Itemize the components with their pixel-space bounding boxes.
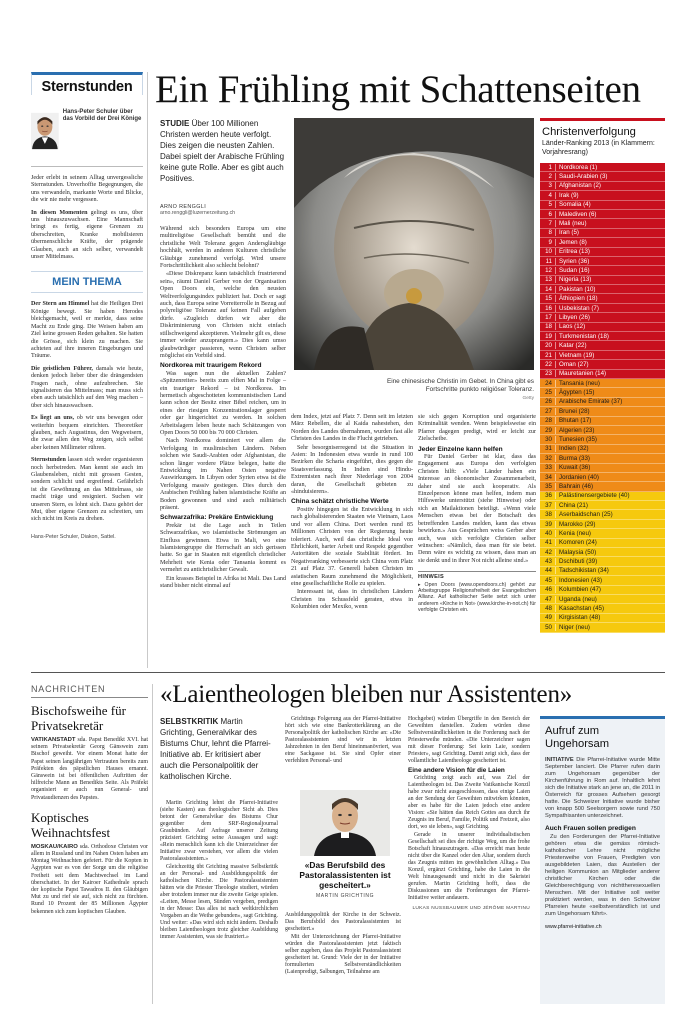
main-author	[160, 204, 286, 216]
ranking-country: Laos (12)	[559, 323, 586, 331]
sternstunden-header: Sternstunden	[41, 79, 133, 95]
main-col-2	[291, 414, 413, 613]
sternstunden-para: Der Stern am Himmel hat die Heiligen Drei Könige bewegt. Sie haben Herodes bleichgemacht, weil er merkte, dass seine Macht zu Ende ging. Die Weisen haben am Ziel keine grossen Reden gehalten. Sie hatten die Grösse, sich klein zu machen. Sie achteten auf ihre inneren Eingebungen und Träume.	[31, 301, 144, 360]
article-subhead: Jeder Einzelne kann helfen	[418, 445, 503, 453]
ranking-row	[540, 529, 665, 538]
ranking-country: Kirgisistan (48)	[559, 614, 601, 622]
main-photo	[294, 118, 534, 370]
ranking-rank: 34	[540, 474, 556, 481]
ranking-country: Komoren (24)	[559, 539, 597, 547]
ranking-rank: 27	[540, 408, 556, 415]
ranking-country: Malaysia (50)	[559, 548, 597, 556]
ranking-rank: 5	[540, 201, 556, 208]
ranking-country: Indien (32)	[559, 445, 589, 453]
photo-credit: Getty	[522, 396, 534, 401]
ranking-rank: 2	[540, 173, 556, 180]
ranking-rank: 30	[540, 436, 556, 443]
news-text-2: MOSKAU/KAIRO sda. Orthodoxe Christen vor allem in Russland und im Nahen Osten haben am Montag Weihnachten gefeiert. Für die Kopten in Ägypten war es von der Sorge um die religiöse Freiheit seit dem Machtwechsel im Land überschattet. In der Kairoer Kathedrale sprach der koptische Papst Tawadros II. den Gläubigen Mut zu und rief sie auf, sich nicht zu fürchten. Rund 10 Prozent der 85 Millionen Ägypter bekennen sich zum koptischen Glauben.	[31, 843, 148, 915]
sternstunden-para: Die geistlichen Führer, damals wie heute, denken jedoch lieber über die drängendsten Fragen nach, ohne aufzubrechen. Sie signalisieren das Mittelmass; man muss sich eben auch tatsächlich auf den Weg machen – über sich hinauswachsen.	[31, 365, 143, 409]
ranking-subtitle: Länder-Ranking 2013 (in Klammern: Vorjahresrang)	[542, 140, 655, 156]
ranking-box	[540, 118, 665, 660]
ranking-row	[540, 341, 665, 350]
ranking-rank: 15	[540, 295, 556, 302]
ranking-rank: 23	[540, 370, 556, 377]
article-para: Positiv hingegen ist die Entwicklung in sich nach globalisierenden Staaten wie Vietnam, Laos und vor allem China. Dort werden rund 85 Millionen Christen von der Regierung heute toleriert. Auch, weil das christliche Ideal von Ehrlichkeit, harter Arbeit und Respekt gegenüber Autoritäten die soziale Stabilität fördert. Im Negativranking verbesserte sich China vom Platz 21 auf Platz 37. Generell haben Christen im asiatischen Raum zunehmend die Möglichkeit, eine gesellschaftliche Rolle zu spielen.	[291, 506, 413, 587]
article-para: Sehr besorgniserregend ist die Situation in Asien: In Indonesien etwa wurde in rund 100 Bezirken die Scharia eingeführt, dies gegen die Staatsverfassung. In Indien sind Hindu-Extremisten nach ihrer Niederlage von 2004 daran, die Gesellschaft gebieten zu «hinduisieren».	[291, 444, 413, 496]
ranking-title: Christenverfolgung	[542, 126, 636, 138]
ranking-row	[540, 182, 665, 191]
main-col-3	[418, 414, 536, 614]
main-lead	[160, 118, 286, 184]
author-portrait	[31, 97, 59, 165]
news-dateline-2: MOSKAU/KAIRO	[31, 843, 78, 850]
ranking-rank: 20	[540, 342, 556, 349]
ranking-rank: 49	[540, 614, 556, 621]
ranking-rank: 39	[540, 521, 556, 528]
ranking-rank: 45	[540, 577, 556, 584]
sternstunden-text-2	[31, 301, 143, 523]
ranking-country: Tunesien (35)	[559, 436, 597, 444]
ranking-rank: 28	[540, 417, 556, 424]
ranking-rank: 9	[540, 239, 556, 246]
news-title-1: Bischofsweihe für Privatsekretär	[31, 703, 126, 733]
initiative-subhead: Auch Frauen sollen predigen	[545, 825, 636, 832]
praying-woman-photo	[294, 118, 534, 370]
ranking-rank: 26	[540, 398, 556, 405]
hinweis-box	[418, 571, 536, 613]
ranking-row	[540, 238, 665, 247]
ranking-row	[540, 417, 665, 426]
ranking-country: Katar (22)	[559, 342, 587, 350]
ranking-rank: 38	[540, 511, 556, 518]
ranking-country: Jordanien (40)	[559, 473, 599, 481]
article-para: dem Index, jetzt auf Platz 7. Denn seit im letzten März Rebellen, die al Kaida nahestehen, den Norden des Landes übernahmen, wurden fast alle Christen des Landes in die Flucht getrieben.	[291, 414, 413, 443]
second-lead-text: Martin Grichting, Generalvikar des Bistums Chur, lehnt die Pfarrei-Initiative ab. Er kritisiert aber auch die Personalpolitik der katholischen Kirche.	[160, 717, 271, 781]
ranking-country: Äthiopien (18)	[559, 295, 598, 303]
ranking-country: Turkmenistan (18)	[559, 332, 609, 340]
ranking-rank: 31	[540, 445, 556, 452]
ranking-country: Mali (neu)	[559, 220, 587, 228]
hinweis-text: ▸ Open Doors (www.opendoors.ch) gehört zur Arbeitsgruppe Religionsfreiheit der Evangelischen Allianz. Auf katholischer Seite setzt sich unter anderem «Kirche in Not» (www.kirche-in-not.ch) für verfolgte Christen ein.	[418, 581, 536, 614]
ranking-row	[540, 454, 665, 463]
sternstunden-box	[31, 72, 143, 95]
ranking-row	[540, 388, 665, 397]
second-col-1	[160, 800, 278, 942]
ranking-rank: 46	[540, 586, 556, 593]
ranking-country: Vietnam (19)	[559, 351, 595, 359]
ranking-rank: 19	[540, 333, 556, 340]
ranking-row	[540, 445, 665, 454]
ranking-country: Tadschikistan (34)	[559, 567, 609, 575]
article-subhead: China schätzt christliche Werte	[291, 498, 389, 506]
ranking-country: Indonesien (43)	[559, 576, 602, 584]
article-para: Hochgebet) würden Übergriffe in den Bereich der Geweihten darstellen. Zudem würden diese Selbstverständlichkeiten in die Forderung nach der Priesterweihe münden. «Die Unterzeichner sagen mit dieser Forderung: Sei kein Laie, sondern Priester», sagt Grichting. Damit zeigt sich, dass der vollamtliche Laientheologe gescheitert ist.	[408, 716, 530, 764]
ranking-country: Usbekistan (7)	[559, 304, 599, 312]
ranking-country: Malediven (6)	[559, 210, 597, 218]
ranking-row	[540, 492, 665, 501]
initiative-url[interactable]: www.pfarrei-initiative.ch	[545, 924, 602, 930]
ranking-country: Algerien (23)	[559, 426, 595, 434]
ranking-row	[540, 370, 665, 379]
grichting-portrait	[300, 790, 390, 856]
article-para: «Diese Diskrepanz kann tatsächlich frustrierend sein», räumt Daniel Gerber von der Organisation Open Doors ein, welche den neusten Weltverfolgungsindex publiziert hat. Doch er sagt auch, dass Europa seine Vorreiterrolle in Bezug auf polyreligiöse Toleranz auf keinen Fall aufgeben dürfe. «Zugleich dürfen wir aber die Diskriminierung von Christen nicht einfach stillschweigend akzeptieren. Vielmehr gilt es, diese immer wieder anzuprangern.» Dies kann umso glaubwürdiger passieren, wenn Christen selber möglichst ein Vorbild sind.	[160, 271, 286, 359]
initiative-title: Aufruf zum Ungehorsam	[545, 725, 610, 750]
ranking-row	[540, 576, 665, 585]
ranking-rank: 18	[540, 323, 556, 330]
author-email: arno.renggli@luzernerzeitung.ch	[160, 210, 236, 216]
ranking-country: Jemen (8)	[559, 238, 587, 246]
ranking-rank: 36	[540, 492, 556, 499]
sternstunden-para: Jeder erlebt in seinem Alltag unvergessliche Sternstunden. Unverhoffte Begegnungen, die uns verwandeln, markante Worte und Blicke, die wir nie mehr vergessen.	[31, 175, 143, 204]
ranking-rank: 3	[540, 182, 556, 189]
ranking-rank: 22	[540, 361, 556, 368]
ranking-country: Saudi-Arabien (3)	[559, 173, 608, 181]
ranking-row	[540, 623, 665, 632]
ranking-rank: 43	[540, 558, 556, 565]
quote-author: MARTIN GRICHTING	[315, 893, 375, 899]
ranking-country: Dschibuti (39)	[559, 558, 598, 566]
sternstunden-para: Es liegt an uns, ob wir uns bewegen oder weiterhin bequem einrichten. Theoretiker glauben, nach Augustinus, den Wegweisern, die zwar allen den Weg zeigen, sich selbst aber keinen Millimeter rühren.	[31, 415, 143, 451]
article-para: Martin Grichting lehnt die Pfarrei-Initiative (siehe Kasten) aus theologischer Sicht ab. Dies betont der Generalvikar des Bistums Chur gegenüber dem SRF-Regionaljournal Graubünden. Auf Anfrage unserer Zeitung präzisiert Grichting seine Aussagen und sagt: «Rein menschlich kann ich die Unterzeichner der Initiative zwar verstehen, vor allem die vielen Pastoralassistenten.»	[160, 800, 278, 862]
ranking-rank: 41	[540, 539, 556, 546]
ranking-country: Mauretanien (14)	[559, 370, 607, 378]
ranking-row	[540, 351, 665, 360]
ranking-row	[540, 586, 665, 595]
ranking-row	[540, 614, 665, 623]
nachrichten-header: NACHRICHTEN	[31, 684, 148, 698]
article-subhead: Nordkorea mit traurigem Rekord	[160, 362, 262, 370]
ranking-country: Arabische Emirate (37)	[559, 398, 623, 406]
ranking-row	[540, 276, 665, 285]
ranking-country: Kolumbien (47)	[559, 586, 601, 594]
ranking-row	[540, 332, 665, 341]
ranking-country: Marokko (29)	[559, 520, 596, 528]
ranking-row	[540, 294, 665, 303]
ranking-row	[540, 595, 665, 604]
ranking-row	[540, 379, 665, 388]
ranking-country: Libyen (26)	[559, 313, 590, 321]
ranking-rank: 11	[540, 258, 556, 265]
ranking-rank: 40	[540, 530, 556, 537]
ranking-country: Syrien (36)	[559, 257, 590, 265]
ranking-country: Afghanistan (2)	[559, 182, 601, 190]
ranking-row	[540, 163, 665, 172]
ranking-rank: 1	[540, 164, 556, 171]
article-subhead: Eine andere Vision für die Laien	[408, 767, 505, 774]
initiative-label: INITIATIVE	[545, 757, 574, 763]
ranking-list	[540, 163, 665, 633]
ranking-rank: 10	[540, 248, 556, 255]
article-para: Grichtings Folgerung aus der Pfarrei-Initiative hört sich wie eine Bankrotterklärung an die Personalpolitik der katholischen Kirche an: «Die Pastoralassistenten sind wir in letzten Jahrzehnten in den Beruf hineinmanövriert, was eine Sackgasse ist. Sie sind Opfer einer verfehlten Personal- und	[285, 716, 401, 764]
ranking-row	[540, 266, 665, 275]
ranking-rank: 24	[540, 380, 556, 387]
ranking-row	[540, 604, 665, 613]
main-headline: Ein Frühling mit Schattenseiten	[155, 68, 641, 111]
ranking-row	[540, 191, 665, 200]
ranking-rank: 17	[540, 314, 556, 321]
ranking-country: Somalia (4)	[559, 201, 591, 209]
article-para: Gerade in unserer individualistischen Gesellschaft sei dies der richtige Weg, um die frohe Botschaft hinauszutragen. «Das erreicht man heute nicht über die Kanzel oder den Altar, sondern durch das Zeugnis mitten im gewöhnlichen Alltag.» Das Konzil, ergänzt Grichting, habe die Laien in die Welt hinausgesandt und nicht in die Sakristei gerufen. Martin Grichting hofft, dass die Diskussionen um die Forderungen der Pfarrei-Initiative weiter andauern.	[408, 832, 530, 901]
ranking-rank: 37	[540, 502, 556, 509]
lead-label: STUDIE	[160, 119, 190, 128]
initiative-text-2: Zu den Forderungen der Pfarrei-Initiative gehören etwa die gemäss römisch-katholischer Lehre nicht mögliche Priesterweihe von Frauen, Predigten von ausgebildeten Laien, das Austeilen der heiligen Kommunion an Mitglieder anderer christlicher Kirchen oder die Gleichberechtigung von nichttheresexuellen Menschen. Mit der Initiative soll weiter praktiziert werden, was in den Schweizer Pfarreien heute «selbstverständlich ist und zum Ungehorsam führt».	[545, 834, 660, 917]
ranking-row	[540, 360, 665, 369]
ranking-country: Kuwait (36)	[559, 464, 591, 472]
ranking-rank: 47	[540, 596, 556, 603]
news-title-2: Koptisches Weihnachtsfest	[31, 809, 111, 840]
author-caption: Hans-Peter Schuler über das Vorbild der Drei Könige	[62, 109, 142, 123]
ranking-country: Oman (27)	[559, 360, 589, 368]
article-para: Nach Nordkorea dominiert vor allem die Verfolgung in muslimischen Ländern. Neben solchen wie Saudi-Arabien oder Afghanistan, die schon länger vordere Plätze belegen, hatte die Entwicklung im Nahen Osten negative Auswirkungen. In Libyen oder Syrien etwa ist die Verfolgung massiv gestiegen. Dies durch den Arabischen Frühling haben islamistische Kräfte an Boden gewonnen und sind auch militärisch präsent.	[160, 438, 286, 512]
ranking-row	[540, 398, 665, 407]
ranking-row	[540, 482, 665, 491]
ranking-country: Palästinensergebiete (40)	[559, 492, 630, 500]
ranking-row	[540, 210, 665, 219]
ranking-row	[540, 501, 665, 510]
second-lead	[160, 716, 278, 782]
author-block	[31, 97, 143, 167]
sternstunden-para: Sternstunden lassen sich weder organisieren noch herbeireden. Man kennt sie auch im Glaubensleben, nicht mit grossen Gesten, sondern schlicht und ergreifend. Gefährlich ist die Gewöhnung an das Mittelmass, sie macht träge und resigniert. Suchen wir unseren Stern, es lohnt sich. Dazu gehört der Mut, über eigene Grenzen zu schreiten, um sich nicht im Kreis zu drehen.	[31, 457, 143, 523]
ranking-country: Bhutan (17)	[559, 417, 592, 425]
ranking-row	[540, 285, 665, 294]
ranking-row	[540, 426, 665, 435]
ranking-country: Kenia (neu)	[559, 529, 591, 537]
article-para: Ein krasses Beispiel in Afrika ist Mali. Das Land stand bisher nicht einmal auf	[160, 575, 286, 590]
article-para: Gleichzeitig übt Grichting massive Selbstkritik an der Personal- und Ausbildungspolitik der katholischen Kirche. Die Pastoralassistenten hätten wie die Priester Theologie studiert, würden aber trotzdem immer nur die zweite Geige spielen. «Leiten, Messe lesen, Sünden vergeben, predigen in der Messe: Das alles ist nach weltkirchlichen Vorgaben an die Weihe gebunden», sagt Grichting. Und weiter: «Das wird sich nicht ändern. Deshalb bleiben Laientheologen trotz gleicher Ausbildung immer Assistenten, was sie frustriert.»	[160, 864, 278, 940]
ranking-country: Brunei (28)	[559, 407, 590, 415]
ranking-row	[540, 172, 665, 181]
ranking-row	[540, 407, 665, 416]
ranking-rank: 14	[540, 286, 556, 293]
ranking-row	[540, 520, 665, 529]
ranking-country: Irak (9)	[559, 191, 579, 199]
ranking-row	[540, 257, 665, 266]
ranking-rank: 44	[540, 567, 556, 574]
ranking-row	[540, 567, 665, 576]
ranking-rank: 35	[540, 483, 556, 490]
ranking-country: Nigeria (13)	[559, 276, 592, 284]
ranking-row	[540, 557, 665, 566]
article-para: Mit der Unterzeichnung der Pfarrei-Initiative würden die Pastoralassistenten jetzt faktisch selber zugeben, dass das Projekt Pastoralassistent gescheitert ist. Grund: Viele der in der Initiative formulierten Selbstverständlichkeiten (Laienpredigt, Salbungen, Teilnahme am	[285, 934, 401, 975]
sternstunden-column	[31, 72, 143, 712]
ranking-country: Pakistan (10)	[559, 285, 596, 293]
ranking-country: Aserbaidschan (25)	[559, 511, 613, 519]
article-para: Was sagen nun die aktuellen Zahlen? «Spitzenreiter» bereits zum elften Mal in Folge – ein trauriger Rekord – ist Nordkorea. Im hermetisch abgeschotteten kommunistischen Land kann schon der Besitz einer Bibel reichen, um in eines der riesigen Konzentrationslager gesperrt oder gar hingerichtet zu werden. In solchen Arbeitslagern leben heute nach Schätzungen von Open Doors 50 000 bis 70 000 Christen.	[160, 370, 286, 436]
ranking-country: Kasachstan (45)	[559, 605, 605, 613]
ranking-country: Uganda (neu)	[559, 595, 597, 603]
article-para: sie sich gegen Korruption und organisierte Kriminalität wenden. Wenn beispielsweise ein Pfarrer dagegen predigt, wird er leicht zur Zielscheibe.	[418, 414, 536, 443]
second-lead-label: SELBSTKRITIK	[160, 717, 219, 726]
ranking-rank: 4	[540, 192, 556, 199]
ranking-row	[540, 219, 665, 228]
ranking-rank: 50	[540, 624, 556, 631]
ranking-row	[540, 201, 665, 210]
news-dateline-1: VATIKANSTADT	[31, 737, 76, 743]
ranking-row	[540, 539, 665, 548]
article-subhead: Schwarzafrika: Prekäre Entwicklung	[160, 514, 274, 522]
second-col-3	[408, 716, 530, 912]
article-para: Ausbildungspolitik der Kirche in der Schweiz. Das Berufsbild des Pastoralassistenten ist gescheitert.»	[285, 912, 401, 932]
ranking-country: Nordkorea (1)	[559, 163, 598, 171]
pull-quote	[290, 860, 400, 899]
ranking-row	[540, 473, 665, 482]
second-col-2	[285, 716, 401, 766]
ranking-rank: 16	[540, 305, 556, 312]
ranking-row	[540, 229, 665, 238]
article-para: Während sich besonders Europa um eine multireligiöse Gesellschaft bemüht und die christliche Welt Toleranz gegen Andersgläubige hochhält, werden in anderen Kulturen christliche Gläubige zunehmend verfolgt. Wird unsere Fortschrittlichkeit also schlecht belohnt?	[160, 226, 286, 270]
ranking-country: Eritrea (13)	[559, 248, 590, 256]
ranking-rank: 6	[540, 211, 556, 218]
ranking-rank: 48	[540, 605, 556, 612]
ranking-rank: 7	[540, 220, 556, 227]
article-para: Interessant ist, dass in christlichen Ländern Christen ins Schussfeld geraten, etwa in Kolumbien oder Mexiko, wenn	[291, 589, 413, 611]
ranking-country: Bahrain (46)	[559, 482, 594, 490]
grichting-photo	[300, 790, 390, 856]
ranking-row	[540, 304, 665, 313]
ranking-country: Niger (neu)	[559, 623, 590, 631]
ranking-rank: 42	[540, 549, 556, 556]
initiative-box	[540, 716, 665, 1004]
ranking-row	[540, 510, 665, 519]
lead-text: Über 100 Millionen Christen werden heute verfolgt. Dies zeigen die neusten Zahlen. Dabei spielt der Arabische Frühling keine gute Rolle. Aber es gibt auch Positives.	[160, 119, 285, 183]
ranking-rank: 12	[540, 267, 556, 274]
ranking-rank: 21	[540, 352, 556, 359]
nachrichten-column	[31, 684, 148, 916]
ranking-row	[540, 548, 665, 557]
quote-text: «Das Berufsbild des Pastoralassistenten ist gescheitert.»	[299, 860, 391, 890]
author-name: ARNO RENGGLI	[160, 204, 207, 210]
ranking-country: Ägypten (15)	[559, 389, 595, 397]
ranking-row	[540, 313, 665, 322]
ranking-row	[540, 464, 665, 473]
initiative-text: INITIATIVE Die Pfarrei-Initiative wurde Mitte September lanciert. Die Pfarrer rufen darin zum Ungehorsam gegenüber der Kirchenführung in Rom auf. Inhaltlich lehnt sich die Initiative stark an jene an, die 2011 in Österreich für grosses Aufsehen gesorgt hatte. Die Schweizer Initiative wurde bisher von knapp 500 Seelsorgern sowie rund 750 Sympathisanten unterzeichnet.	[545, 757, 660, 819]
sternstunden-text	[31, 175, 143, 261]
ranking-rank: 8	[540, 229, 556, 236]
hinweis-title: HINWEIS	[418, 574, 445, 581]
ranking-rank: 33	[540, 464, 556, 471]
ranking-country: Sudan (16)	[559, 266, 590, 274]
second-col-2b	[285, 912, 401, 977]
ranking-rank: 13	[540, 276, 556, 283]
mein-thema-label: MEIN THEMA	[31, 271, 143, 293]
ranking-rank: 29	[540, 427, 556, 434]
article-para: Prekär ist die Lage auch in Teilen Schwarzafrikas, wo islamistische Strömungen an Einfluss gewinnen. Etwa in Mali, wo eine Islamistengruppe die Herrschaft an sich gerissen hatte. So gar in Staaten mit eigentlich christlicher Mehrheit wie Kenia oder Tansania kommt es vermehrt zu antichristlicher Gewalt.	[160, 522, 286, 574]
ranking-rank: 32	[540, 455, 556, 462]
second-authors: LUKAS NUSSBAUMER UND JÉRÔME MARTINU	[412, 906, 530, 911]
ranking-country: China (21)	[559, 501, 588, 509]
ranking-row	[540, 323, 665, 332]
article-para: Für Daniel Gerber ist klar, dass das Engagement aus Europa den verfolgten Christen hilft: «Viele Länder haben ein Interesse an ökonomischer Zusammenarbeit, daher sind sie auch kooperativ. Als Einzelperson könne man helfen, indem man Hilfswerke unterstützt (siehe Hinweise) oder sich an Mailaktionen beteiligt. «Wenn viele Menschen etwas bei der Botschaft des betreffenden Landes melden, kann das etwas bewirken.» Aus Gesprächen weiss Gerber aber auch, was sich verfolgte Christen selber wünschen: «Nämlich, dass man für sie betet. Denn wäre es wichtig zu wissen, dass man an sie denkt und in ihrer Not nicht alleine sind.»	[418, 454, 536, 564]
ranking-country: Iran (5)	[559, 229, 579, 237]
ranking-country: Burma (33)	[559, 454, 590, 462]
ranking-country: Tansania (neu)	[559, 379, 600, 387]
main-col-1	[160, 226, 286, 592]
article-para: Grichting zeigt auch auf, was Ziel der Laientheologen ist. Das Zweite Vatikanische Konzil habe zwar nicht ausgeschlossen, dass einige Laien an der Sendung der Geweihten mitwirken könnten, aber es habe für die Laien jedoch eine andere Vision: «Sie hätten das Reich Gottes aus durch ihr Zeugnis im Beruf, Familie, Politik und Freizeit, also dort, wo sie leben», sagt Grichting.	[408, 775, 530, 830]
sternstunden-signature: Hans-Peter Schuler, Diakon, Sattel.	[31, 533, 116, 540]
ranking-rank: 25	[540, 389, 556, 396]
photo-caption: Eine chinesische Christin im Gebet. In China gibt es Fortschritte punkto religiöser Toleranz.	[386, 378, 534, 393]
second-headline: «Laientheologen bleiben nur Assistenten»	[160, 681, 573, 708]
ranking-row	[540, 435, 665, 444]
sternstunden-para: In diesen Momenten gelingt es uns, über uns hinauszuwachsen. Eine Mannschaft bringt es fertig, eigene Grenzen zu überschreiten, Kranke mobilisieren übermenschliche Kräfte, der prägende Glauben, auch an sich selber, verwandelt unser Mittelmass.	[31, 209, 143, 261]
ranking-row	[540, 248, 665, 257]
news-text-1: VATIKANSTADT sda. Papst Benedikt XVI. hat seinem Privatsekretär Georg Gänswein zum Bischof geweiht. Vor einem Monat hatte der Papst seinen langjährigen Vertrauten bereits zum Präfekten des päpstlichen Hauses ernannt. Gänswein ist bei öffentlichen Auftritten der hilfreiche Mann an Benedikts Seite. Als Präfekt organisiert er auch nun General- und Privataudienzen des Papstes.	[31, 737, 148, 801]
